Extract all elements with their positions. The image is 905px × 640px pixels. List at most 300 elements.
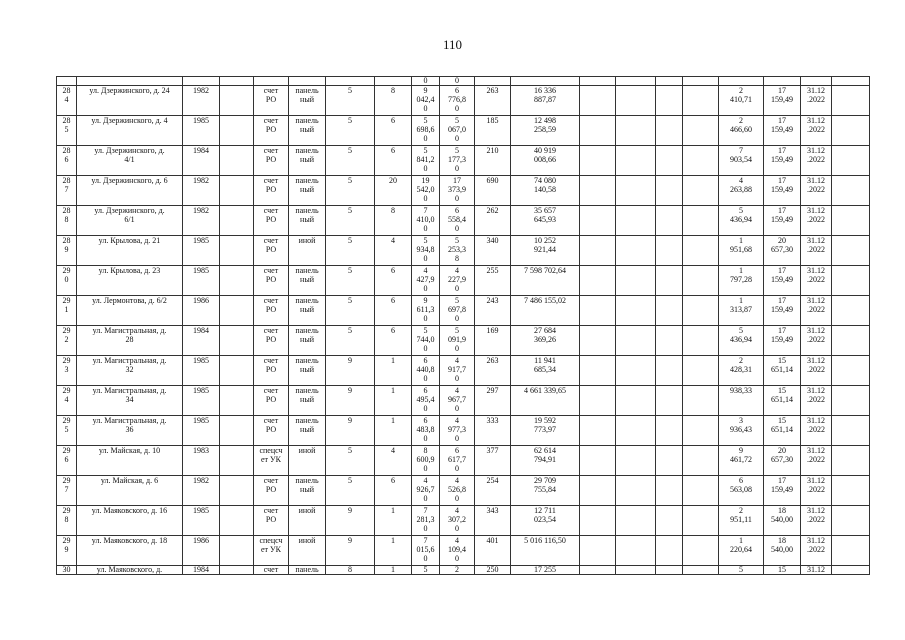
cell: 6 440,8 0 — [412, 356, 440, 386]
cell: 1982 — [183, 476, 220, 506]
cell — [656, 536, 683, 566]
cell: 169 — [475, 326, 511, 356]
cell: 17 255 — [511, 566, 580, 575]
cell — [683, 506, 719, 536]
cell: ул. Маяковского, д. 16 — [77, 506, 183, 536]
cell: 1985 — [183, 416, 220, 446]
cell: 31.12 — [801, 566, 832, 575]
cell — [683, 266, 719, 296]
cell: 17 159,49 — [764, 176, 801, 206]
cell — [220, 176, 254, 206]
cell: 20 657,30 — [764, 236, 801, 266]
cell: 9 — [326, 536, 375, 566]
cell: 5 436,94 — [719, 206, 764, 236]
cell: 4 967,7 0 — [440, 386, 475, 416]
cell — [656, 296, 683, 326]
table-row — [57, 116, 870, 146]
cell: 5 — [326, 236, 375, 266]
cell: 254 — [475, 476, 511, 506]
cell: 17 373,9 0 — [440, 176, 475, 206]
cell: ул. Крылова, д. 21 — [77, 236, 183, 266]
cell: ул. Дзержинского, д. 4/1 — [77, 146, 183, 176]
cell: 31.12 .2022 — [801, 506, 832, 536]
cell: 5 — [326, 296, 375, 326]
cell: 2 410,71 — [719, 86, 764, 116]
cell: счет РО — [254, 266, 289, 296]
cell — [580, 476, 616, 506]
cell: 4 926,7 0 — [412, 476, 440, 506]
cell — [832, 296, 870, 326]
cell: счет РО — [254, 236, 289, 266]
cell: 17 159,49 — [764, 116, 801, 146]
cell: 938,33 — [719, 386, 764, 416]
cell — [832, 386, 870, 416]
cell: 5 697,8 0 — [440, 296, 475, 326]
table-row — [57, 386, 870, 416]
cell: 5 016 116,50 — [511, 536, 580, 566]
cell: 15 651,14 — [764, 386, 801, 416]
cell: 5 436,94 — [719, 326, 764, 356]
cell — [683, 536, 719, 566]
cell: спецсч ет УК — [254, 446, 289, 476]
cell: 333 — [475, 416, 511, 446]
cell — [580, 176, 616, 206]
cell — [656, 386, 683, 416]
cell — [616, 536, 656, 566]
cell: 31.12 .2022 — [801, 386, 832, 416]
table-row — [57, 506, 870, 536]
cell: 7 486 155,02 — [511, 296, 580, 326]
cell — [683, 236, 719, 266]
cell: панель ный — [289, 266, 326, 296]
cell: иной — [289, 506, 326, 536]
cell — [616, 476, 656, 506]
cell: 31.12 .2022 — [801, 86, 832, 116]
cell — [616, 416, 656, 446]
cell: 28 4 — [57, 86, 77, 116]
cell: счет РО — [254, 116, 289, 146]
cell: 1 220,64 — [719, 536, 764, 566]
cell: панель ный — [289, 176, 326, 206]
cell: 2 951,11 — [719, 506, 764, 536]
cell — [580, 536, 616, 566]
cell: счет РО — [254, 416, 289, 446]
cell: 29 9 — [57, 536, 77, 566]
cell — [683, 176, 719, 206]
cell: 343 — [475, 506, 511, 536]
cell: 4 — [375, 446, 412, 476]
cell: 11 941 685,34 — [511, 356, 580, 386]
cell — [656, 116, 683, 146]
cell — [580, 236, 616, 266]
cell: 6 — [375, 296, 412, 326]
cell: 5 — [326, 206, 375, 236]
cell: ул. Майская, д. 6 — [77, 476, 183, 506]
cell: 29 6 — [57, 446, 77, 476]
cell: ул. Магистральная, д. 28 — [77, 326, 183, 356]
page-number: 110 — [442, 37, 463, 52]
cell: 5 — [326, 176, 375, 206]
cell — [832, 536, 870, 566]
table-row — [57, 266, 870, 296]
cell — [683, 356, 719, 386]
cell: счет РО — [254, 506, 289, 536]
cell — [683, 206, 719, 236]
cell: 401 — [475, 536, 511, 566]
cell: ул. Магистральная, д. 36 — [77, 416, 183, 446]
cell — [580, 416, 616, 446]
cell — [220, 86, 254, 116]
cell: 1983 — [183, 446, 220, 476]
cell: 17 159,49 — [764, 296, 801, 326]
cell: 185 — [475, 116, 511, 146]
cell — [656, 266, 683, 296]
cell — [616, 236, 656, 266]
cell: счет РО — [254, 146, 289, 176]
cell: спецсч ет УК — [254, 536, 289, 566]
cell: 29 5 — [57, 416, 77, 446]
table-row — [57, 176, 870, 206]
cell — [656, 176, 683, 206]
cell: 1985 — [183, 386, 220, 416]
cell — [580, 566, 616, 575]
table-row — [57, 206, 870, 236]
cell: 9 — [326, 416, 375, 446]
cell — [580, 326, 616, 356]
cell — [220, 236, 254, 266]
cell — [616, 266, 656, 296]
cell: 27 684 369,26 — [511, 326, 580, 356]
cell: 210 — [475, 146, 511, 176]
cell: 5 841,2 0 — [412, 146, 440, 176]
cell: 6 — [375, 266, 412, 296]
cell: счет РО — [254, 356, 289, 386]
cell: панель ный — [289, 476, 326, 506]
cell: 5 091,9 0 — [440, 326, 475, 356]
cell: 8 600,9 0 — [412, 446, 440, 476]
cell — [220, 146, 254, 176]
cell: 28 8 — [57, 206, 77, 236]
cell — [616, 446, 656, 476]
cell — [580, 116, 616, 146]
cell: 1 — [375, 386, 412, 416]
cell: 17 159,49 — [764, 326, 801, 356]
cell: 15 651,14 — [764, 356, 801, 386]
cell — [220, 506, 254, 536]
cell: 17 159,49 — [764, 86, 801, 116]
cell: 4 977,3 0 — [440, 416, 475, 446]
cell: 255 — [475, 266, 511, 296]
cell: 19 542,0 0 — [412, 176, 440, 206]
cell — [683, 566, 719, 575]
cell: 18 540,00 — [764, 506, 801, 536]
cell: панель ный — [289, 116, 326, 146]
cell: счет РО — [254, 386, 289, 416]
cell: 2 — [440, 566, 475, 575]
cell: 263 — [475, 86, 511, 116]
cell: панель ный — [289, 296, 326, 326]
cell: 4 — [375, 236, 412, 266]
cell: 1985 — [183, 236, 220, 266]
cell — [580, 356, 616, 386]
cell: 0 — [412, 77, 440, 86]
cell: счет РО — [254, 176, 289, 206]
cell — [832, 416, 870, 446]
cell: 12 498 258,59 — [511, 116, 580, 146]
cell: 29 0 — [57, 266, 77, 296]
cell: ул. Крылова, д. 23 — [77, 266, 183, 296]
cell — [580, 446, 616, 476]
cell — [683, 86, 719, 116]
cell: 0 — [440, 77, 475, 86]
cell: панель ный — [289, 86, 326, 116]
cell — [220, 476, 254, 506]
cell: панель ный — [289, 416, 326, 446]
cell — [683, 416, 719, 446]
cell: иной — [289, 446, 326, 476]
cell — [656, 476, 683, 506]
cell: 17 159,49 — [764, 146, 801, 176]
cell: 262 — [475, 206, 511, 236]
cell: 28 5 — [57, 116, 77, 146]
cell: 6 — [375, 116, 412, 146]
cell — [832, 116, 870, 146]
cell — [832, 326, 870, 356]
cell: 7 410,0 0 — [412, 206, 440, 236]
cell: 3 936,43 — [719, 416, 764, 446]
cell: 5 — [412, 566, 440, 575]
cell: иной — [289, 536, 326, 566]
cell: 7 281,3 0 — [412, 506, 440, 536]
cell: 1 951,68 — [719, 236, 764, 266]
cell — [616, 296, 656, 326]
cell: 1 — [375, 566, 412, 575]
table-row — [57, 326, 870, 356]
cell: 1 313,87 — [719, 296, 764, 326]
cell: 1985 — [183, 356, 220, 386]
cell — [616, 206, 656, 236]
cell — [683, 326, 719, 356]
cell — [220, 326, 254, 356]
cell: 8 — [375, 86, 412, 116]
cell: 35 657 645,93 — [511, 206, 580, 236]
cell: 4 661 339,65 — [511, 386, 580, 416]
table-row — [57, 146, 870, 176]
cell: 31.12 .2022 — [801, 356, 832, 386]
table-row — [57, 566, 870, 575]
cell: счет — [254, 566, 289, 575]
cell: 5 253,3 8 — [440, 236, 475, 266]
cell: 8 — [326, 566, 375, 575]
cell: 5 — [326, 326, 375, 356]
cell — [580, 386, 616, 416]
cell — [220, 386, 254, 416]
cell: 1984 — [183, 566, 220, 575]
cell — [616, 116, 656, 146]
cell — [656, 416, 683, 446]
cell: 5 — [326, 146, 375, 176]
cell — [832, 176, 870, 206]
cell — [220, 566, 254, 575]
cell: ул. Магистральная, д. 32 — [77, 356, 183, 386]
table-row — [57, 416, 870, 446]
cell: ул. Лермонтова, д. 6/2 — [77, 296, 183, 326]
cell: 6 — [375, 326, 412, 356]
cell: ул. Маяковского, д. 18 — [77, 536, 183, 566]
cell: 15 651,14 — [764, 416, 801, 446]
cell: 16 336 887,87 — [511, 86, 580, 116]
cell: 9 461,72 — [719, 446, 764, 476]
cell — [832, 566, 870, 575]
cell — [220, 356, 254, 386]
cell — [616, 176, 656, 206]
cell: 6 — [375, 476, 412, 506]
cell: ул. Дзержинского, д. 6 — [77, 176, 183, 206]
cell: 5 — [326, 476, 375, 506]
cell: 31.12 .2022 — [801, 476, 832, 506]
cell — [220, 296, 254, 326]
cell: 1986 — [183, 296, 220, 326]
cell — [656, 356, 683, 386]
cell — [832, 206, 870, 236]
cell: счет РО — [254, 296, 289, 326]
cell: 1985 — [183, 506, 220, 536]
cell: 28 9 — [57, 236, 77, 266]
table-row — [57, 296, 870, 326]
cell: 5 — [719, 566, 764, 575]
cell — [656, 236, 683, 266]
cell: 690 — [475, 176, 511, 206]
cell: 4 227,9 0 — [440, 266, 475, 296]
cell — [683, 116, 719, 146]
cell — [683, 446, 719, 476]
cell: ул. Дзержинского, д. 24 — [77, 86, 183, 116]
cell: 28 6 — [57, 146, 77, 176]
cell: панель ный — [289, 356, 326, 386]
cell: 4 526,8 0 — [440, 476, 475, 506]
cell: 15 — [764, 566, 801, 575]
cell: 1984 — [183, 146, 220, 176]
cell: 7 903,54 — [719, 146, 764, 176]
cell — [616, 146, 656, 176]
cell: 31.12 .2022 — [801, 266, 832, 296]
cell: 29 2 — [57, 326, 77, 356]
cell — [656, 326, 683, 356]
cell: счет РО — [254, 326, 289, 356]
cell: 8 — [375, 206, 412, 236]
cell: 29 8 — [57, 506, 77, 536]
cell: 19 592 773,97 — [511, 416, 580, 446]
cell — [683, 476, 719, 506]
cell: 7 015,6 0 — [412, 536, 440, 566]
cell — [832, 266, 870, 296]
cell: 31.12 .2022 — [801, 536, 832, 566]
cell: 1 — [375, 506, 412, 536]
cell: счет РО — [254, 206, 289, 236]
cell — [580, 146, 616, 176]
table-row — [57, 356, 870, 386]
cell — [683, 386, 719, 416]
cell: 2 428,31 — [719, 356, 764, 386]
cell — [616, 506, 656, 536]
cell: 6 563,08 — [719, 476, 764, 506]
cell: 6 617,7 0 — [440, 446, 475, 476]
cell: 5 — [326, 446, 375, 476]
cell: 31.12 .2022 — [801, 446, 832, 476]
cell — [580, 296, 616, 326]
cell — [832, 506, 870, 536]
cell: 5 067,0 0 — [440, 116, 475, 146]
cell: 1 — [375, 356, 412, 386]
cell: 9 042,4 0 — [412, 86, 440, 116]
cell: ул. Майская, д. 10 — [77, 446, 183, 476]
cell: 340 — [475, 236, 511, 266]
cell — [580, 506, 616, 536]
cell: 12 711 023,54 — [511, 506, 580, 536]
cell — [832, 86, 870, 116]
cell: 1 — [375, 416, 412, 446]
cell: 377 — [475, 446, 511, 476]
cell: 1982 — [183, 206, 220, 236]
cell: 6 483,8 0 — [412, 416, 440, 446]
cell — [580, 266, 616, 296]
cell: 1985 — [183, 266, 220, 296]
cell — [580, 206, 616, 236]
cell: 31.12 .2022 — [801, 326, 832, 356]
cell: 243 — [475, 296, 511, 326]
cell: 29 1 — [57, 296, 77, 326]
cell — [616, 86, 656, 116]
cell — [220, 206, 254, 236]
cell — [683, 296, 719, 326]
cell: 5 744,0 0 — [412, 326, 440, 356]
cell: 18 540,00 — [764, 536, 801, 566]
cell: 17 159,49 — [764, 206, 801, 236]
cell — [616, 326, 656, 356]
cell: панель ный — [289, 386, 326, 416]
cell: 1985 — [183, 116, 220, 146]
cell — [616, 566, 656, 575]
cell: 1984 — [183, 326, 220, 356]
cell: 5 698,6 0 — [412, 116, 440, 146]
cell: 4 263,88 — [719, 176, 764, 206]
cell: 9 — [326, 506, 375, 536]
cell: 5 177,3 0 — [440, 146, 475, 176]
cell: 5 934,8 0 — [412, 236, 440, 266]
cell: 7 598 702,64 — [511, 266, 580, 296]
cell: 2 466,60 — [719, 116, 764, 146]
cell — [832, 476, 870, 506]
table-row — [57, 236, 870, 266]
cell: 250 — [475, 566, 511, 575]
cell: 31.12 .2022 — [801, 116, 832, 146]
table-row — [57, 536, 870, 566]
cell: 31.12 .2022 — [801, 416, 832, 446]
cell: 31.12 .2022 — [801, 146, 832, 176]
cell: иной — [289, 236, 326, 266]
cell: ул. Маяковского, д. — [77, 566, 183, 575]
cell: 263 — [475, 356, 511, 386]
cell: 74 080 140,58 — [511, 176, 580, 206]
cell — [220, 416, 254, 446]
cell: панель ный — [289, 206, 326, 236]
cell — [220, 116, 254, 146]
cell: 40 919 008,66 — [511, 146, 580, 176]
cell: панель — [289, 566, 326, 575]
cell — [832, 236, 870, 266]
cell: 29 7 — [57, 476, 77, 506]
table-body — [57, 77, 870, 575]
